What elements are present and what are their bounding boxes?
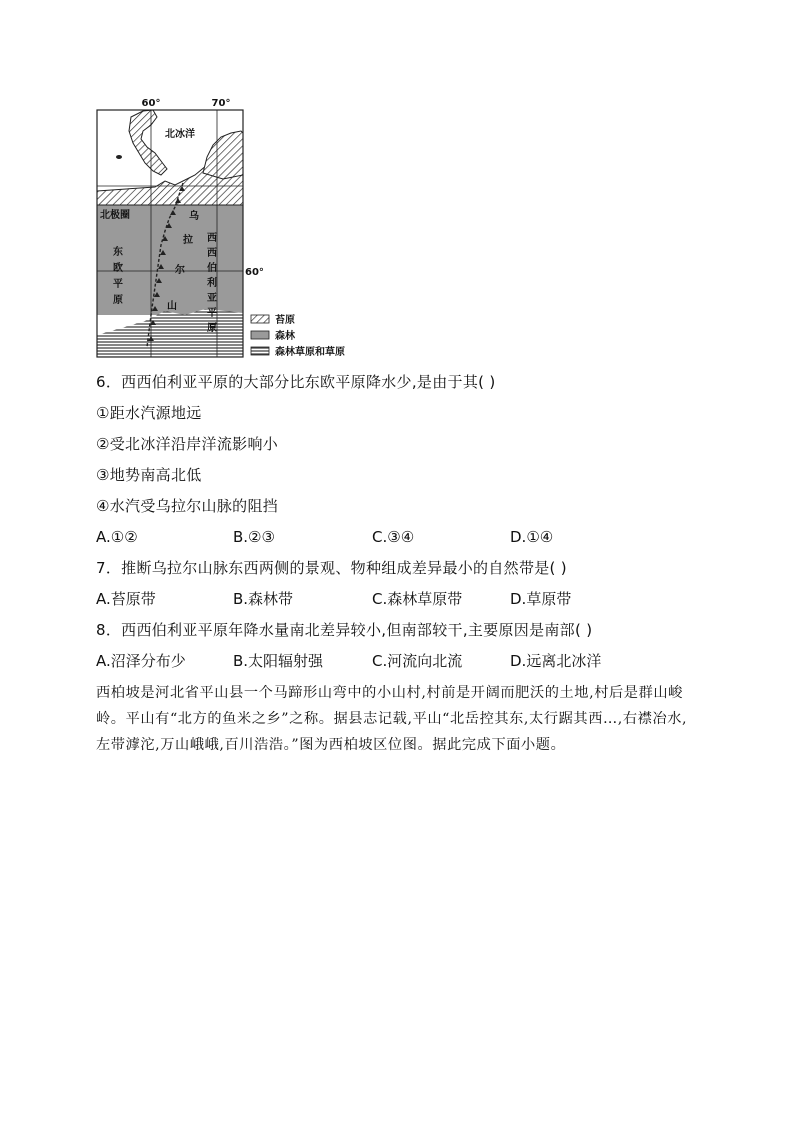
svg-text:西: 西 xyxy=(207,248,217,259)
lat-60-label: 60° xyxy=(245,267,264,278)
q8-option-a: A.沼泽分布少 xyxy=(96,652,186,670)
q7-stem: 7．推断乌拉尔山脉东西两侧的景观、物种组成差异最小的自然带是( ) xyxy=(96,559,567,577)
svg-text:平: 平 xyxy=(207,308,217,319)
q6-item-3: ③地势南高北低 xyxy=(96,466,202,484)
svg-text:伯: 伯 xyxy=(207,263,217,274)
q6-option-a: A.①② xyxy=(96,528,138,546)
svg-text:东: 东 xyxy=(113,247,123,258)
svg-text:山: 山 xyxy=(167,301,177,312)
q6-item-4: ④水汽受乌拉尔山脉的阻挡 xyxy=(96,497,279,515)
q7-option-b: B.森林带 xyxy=(233,590,294,608)
svg-text:拉: 拉 xyxy=(183,235,193,246)
ocean-label: 北冰洋 xyxy=(165,129,195,140)
ural-region-map xyxy=(95,95,375,365)
lon-70-label: 70° xyxy=(211,98,231,109)
legend-tundra: 苔原 xyxy=(275,315,295,326)
legend-steppe: 森林草原和草原 xyxy=(275,347,345,358)
q8-option-b: B.太阳辐射强 xyxy=(233,652,324,670)
lon-60-label: 60° xyxy=(141,98,161,109)
q6-item-1: ①距水汽源地远 xyxy=(96,404,202,422)
q6-stem: 6．西西伯利亚平原的大部分比东欧平原降水少,是由于其( ) xyxy=(96,373,496,391)
q8-option-d: D.远离北冰洋 xyxy=(510,652,602,670)
map-legend xyxy=(251,313,345,358)
q6-option-c: C.③④ xyxy=(372,528,415,546)
svg-text:原: 原 xyxy=(113,295,123,306)
q7-option-c: C.森林草原带 xyxy=(372,590,463,608)
svg-text:利: 利 xyxy=(207,278,217,289)
q8-stem: 8．西西伯利亚平原年降水量南北差异较小,但南部较干,主要原因是南部( ) xyxy=(96,621,593,639)
q8-option-c: C.河流向北流 xyxy=(372,652,463,670)
svg-text:亚: 亚 xyxy=(207,293,217,304)
map-body xyxy=(97,110,243,357)
q6-option-d: D.①④ xyxy=(510,528,554,546)
svg-text:尔: 尔 xyxy=(175,265,185,276)
reading-passage: 西柏坡是河北省平山县一个马蹄形山弯中的小山村,村前是开阔而肥沃的土地,村后是群山峻岭。平山有“北方的鱼米之乡”之称。据县志记载,平山“北岳控其东,太行踞其西…,右襟冶水,左带滹沱,万山峨峨,百川浩浩。”图为西柏坡区位图。据此完成下面小题。 xyxy=(96,685,688,753)
svg-text:西: 西 xyxy=(207,233,217,244)
q7-option-d: D.草原带 xyxy=(510,590,572,608)
legend-forest: 森林 xyxy=(275,331,295,342)
svg-text:平: 平 xyxy=(113,279,123,290)
q6-item-2: ②受北冰洋沿岸洋流影响小 xyxy=(96,435,279,453)
svg-text:原: 原 xyxy=(207,323,217,334)
q6-option-b: B.②③ xyxy=(233,528,275,546)
svg-text:乌: 乌 xyxy=(189,211,199,222)
q7-option-a: A.苔原带 xyxy=(96,590,156,608)
svg-text:欧: 欧 xyxy=(113,263,123,274)
arctic-circle-label: 北极圈 xyxy=(100,210,130,221)
